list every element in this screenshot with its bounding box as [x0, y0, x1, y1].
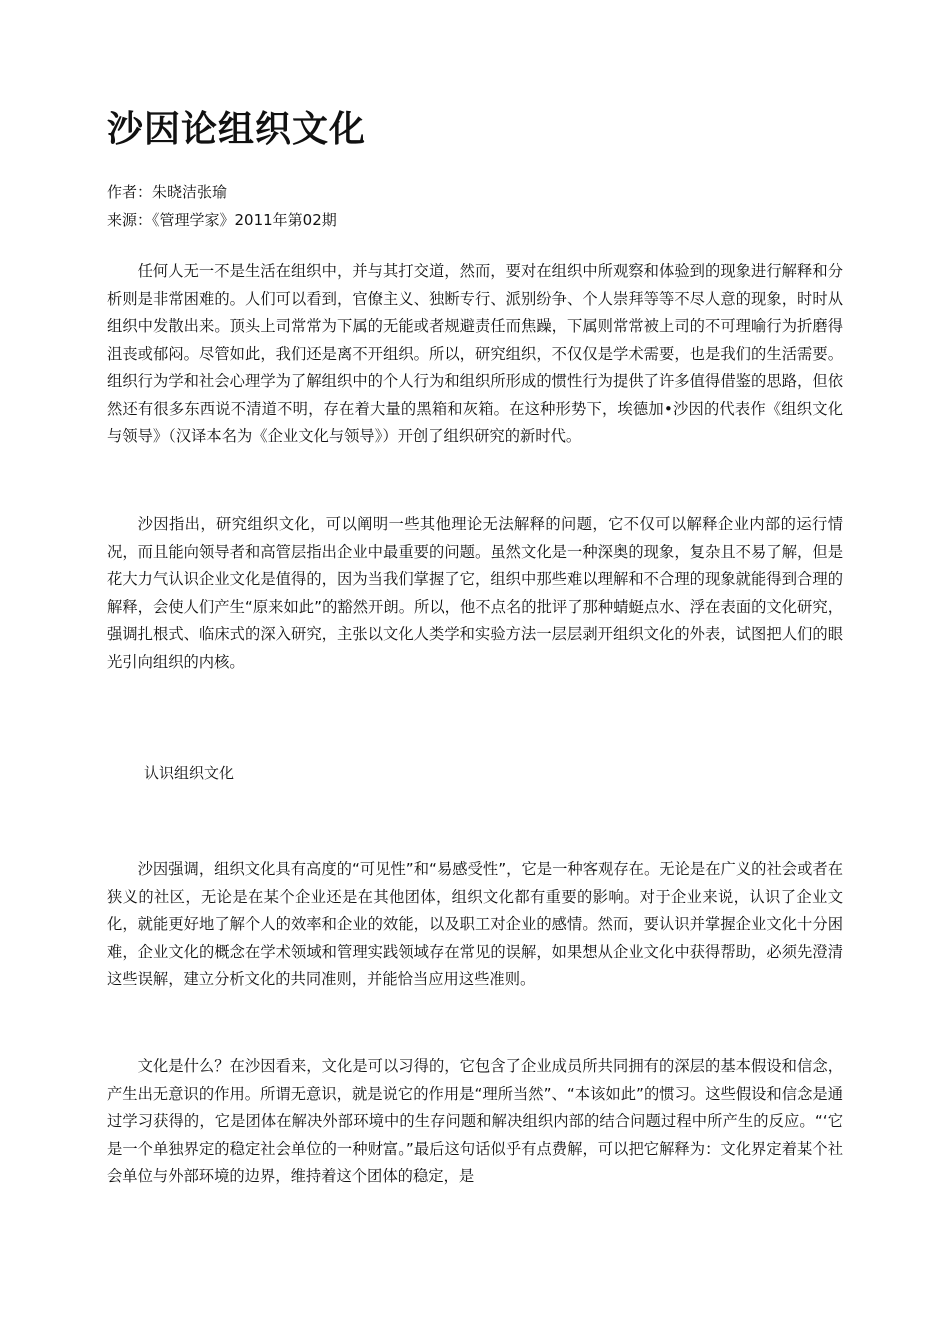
body-paragraph: 沙因指出，研究组织文化，可以阐明一些其他理论无法解释的问题，它不仅可以解释企业内部的运行情况，而且能向领导者和高管层指出企业中最重要的问题。虽然文化是一种深奥的现象，复杂且不易了解，但是花大力气认识企业文化是值得的，因为当我们掌握了它，组织中那些难以理解和不合理的现象就能得到合理的解释，会使人们产生“原来如此”的豁然开朗。所以，他不点名的批评了那种蜻蜓点水、浮在表面的文化研究，强调扎根式、临床式的深入研究，主张以文化人类学和实验方法一层层剥开组织文化的外表，试图把人们的眼光引向组织的内核。: [107, 515, 843, 671]
body-paragraph: 任何人无一不是生活在组织中，并与其打交道，然而，要对在组织中所观察和体验到的现象进行解释和分析则是非常困难的。人们可以看到，官僚主义、独断专行、派别纷争、个人崇拜等等不尽人意的现象，时时从组织中发散出来。顶头上司常常为下属的无能或者规避责任而焦躁，下属则常常被上司的不可理喻行为折磨得沮丧或郁闷。尽管如此，我们还是离不开组织。所以，研究组织，不仅仅是学术需要，也是我们的生活需要。组织行为学和社会心理学为了解组织中的个人行为和组织所形成的惯性行为提供了许多值得借鉴的思路，但依然还有很多东西说不清道不明，存在着大量的黑箱和灰箱。在这种形势下，埃德加•沙因的代表作《组织文化与领导》（汉译本名为《企业文化与领导》）开创了组织研究的新时代。: [107, 262, 843, 445]
body-paragraph: 沙因强调，组织文化具有高度的“可见性”和“易感受性”，它是一种客观存在。无论是在广义的社会或者在狭义的社区，无论是在某个企业还是在其他团体，组织文化都有重要的影响。对于企业来说，认识了企业文化，就能更好地了解个人的效率和企业的效能，以及职工对企业的感情。然而，要认识并掌握企业文化十分困难，企业文化的概念在学术领域和管理实践领域存在常见的误解，如果想从企业文化中获得帮助，必须先澄清这些误解，建立分析文化的共同准则，并能恰当应用这些准则。: [107, 860, 843, 988]
source-line: 来源：《管理学家》2011年第02期: [107, 211, 337, 229]
author-line: 作者：朱晓洁张瑜: [107, 183, 228, 201]
section-heading: 认识组织文化: [144, 764, 235, 782]
article-title: 沙因论组织文化: [107, 109, 367, 150]
body-paragraph: 文化是什么？在沙因看来，文化是可以习得的，它包含了企业成员所共同拥有的深层的基本假设和信念，产生出无意识的作用。所谓无意识，就是说它的作用是“理所当然”、“本该如此”的惯习。这些假设和信念是通过学习获得的，它是团体在解决外部环境中的生存问题和解决组织内部的结合问题过程中所产生的反应。“‘它是一个单独界定的稳定社会单位的一种财富。”最后这句话似乎有点费解，可以把它解释为：文化界定着某个社会单位与外部环境的边界，维持着这个团体的稳定，是: [107, 1057, 843, 1185]
